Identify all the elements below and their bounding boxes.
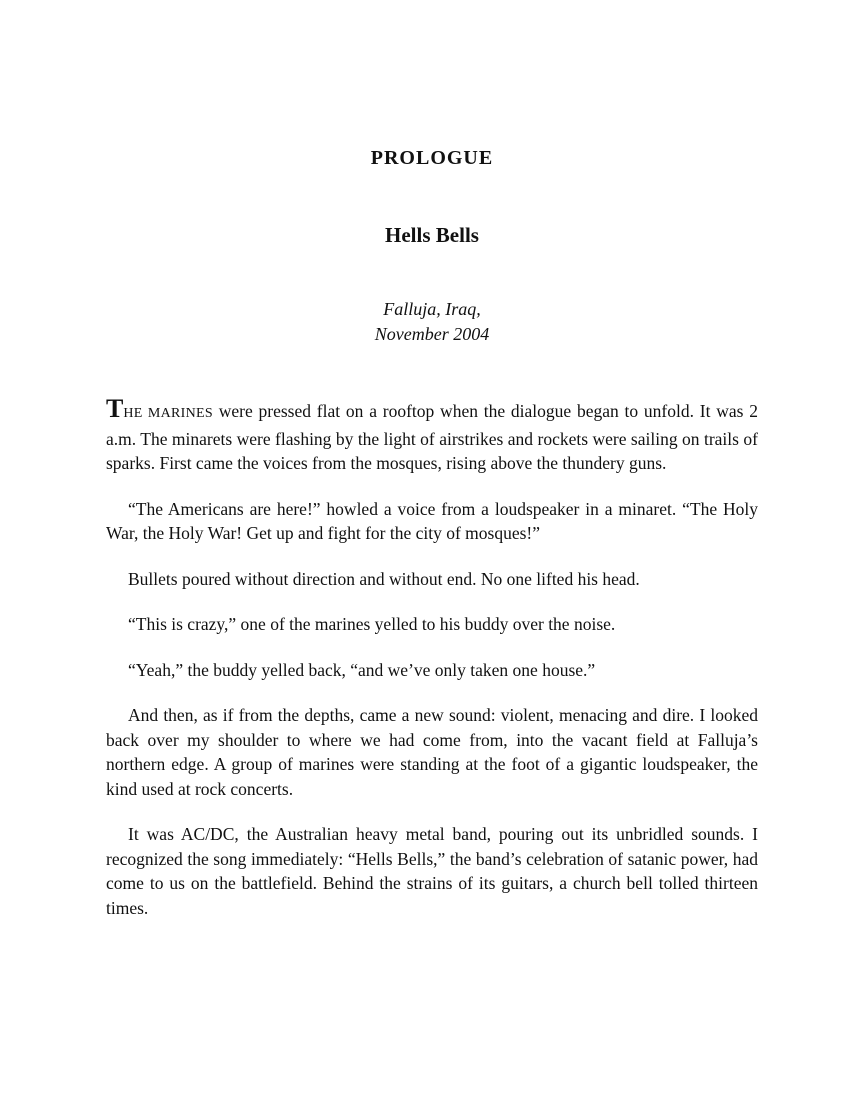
body-paragraph: And then, as if from the depths, came a new sound: violent, menacing and dire. I looked back over my shoulder to where we had come from, into the vacant field at Falluja’s northern edge. A group of marines were standing at the foot of a gigantic loudspeaker, the kind used at rock concerts. — [106, 705, 758, 799]
lead-paragraph — [106, 394, 759, 476]
dateline-line-1: Falluja, Iraq, — [383, 299, 481, 319]
dateline-line-2: November 2004 — [374, 324, 490, 344]
body-paragraph: Bullets poured without direction and without end. No one lifted his head. — [128, 568, 640, 589]
body-text — [106, 394, 759, 920]
chapter-heading: PROLOGUE — [370, 147, 494, 169]
body-paragraph: “Yeah,” the buddy yelled back, “and we’ve only taken one house.” — [128, 659, 596, 680]
chapter-title: Hells Bells — [385, 223, 479, 247]
body-paragraph: “The Americans are here!” howled a voice from a loudspeaker in a minaret. “The Holy War, the Holy War! Get up and fight for the city of mosques!” — [106, 498, 758, 543]
body-paragraph: “This is crazy,” one of the marines yelled to his buddy over the noise. — [128, 614, 616, 634]
body-paragraph: It was AC/DC, the Australian heavy metal band, pouring out its unbridled sounds. I recognized the song immediately: “Hells Bells,” the band’s celebration of satanic power, had come to us on the battlefield. Behind the strains of its guitars, a church bell tolled thirteen times. — [106, 824, 758, 918]
dateline — [106, 297, 758, 347]
lead-paragraph-text: were pressed flat on a rooftop when the dialogue began to unfold. It was 2 a.m. The minarets were flashing by the light of airstrikes and rockets were sailing on trails of sparks. First came the voices from the mosques, rising above the thundery guns. — [106, 401, 759, 473]
drop-cap-initial: T — [106, 394, 124, 423]
small-caps-lead: HE MARINES — [123, 406, 213, 421]
page-content — [106, 146, 758, 920]
